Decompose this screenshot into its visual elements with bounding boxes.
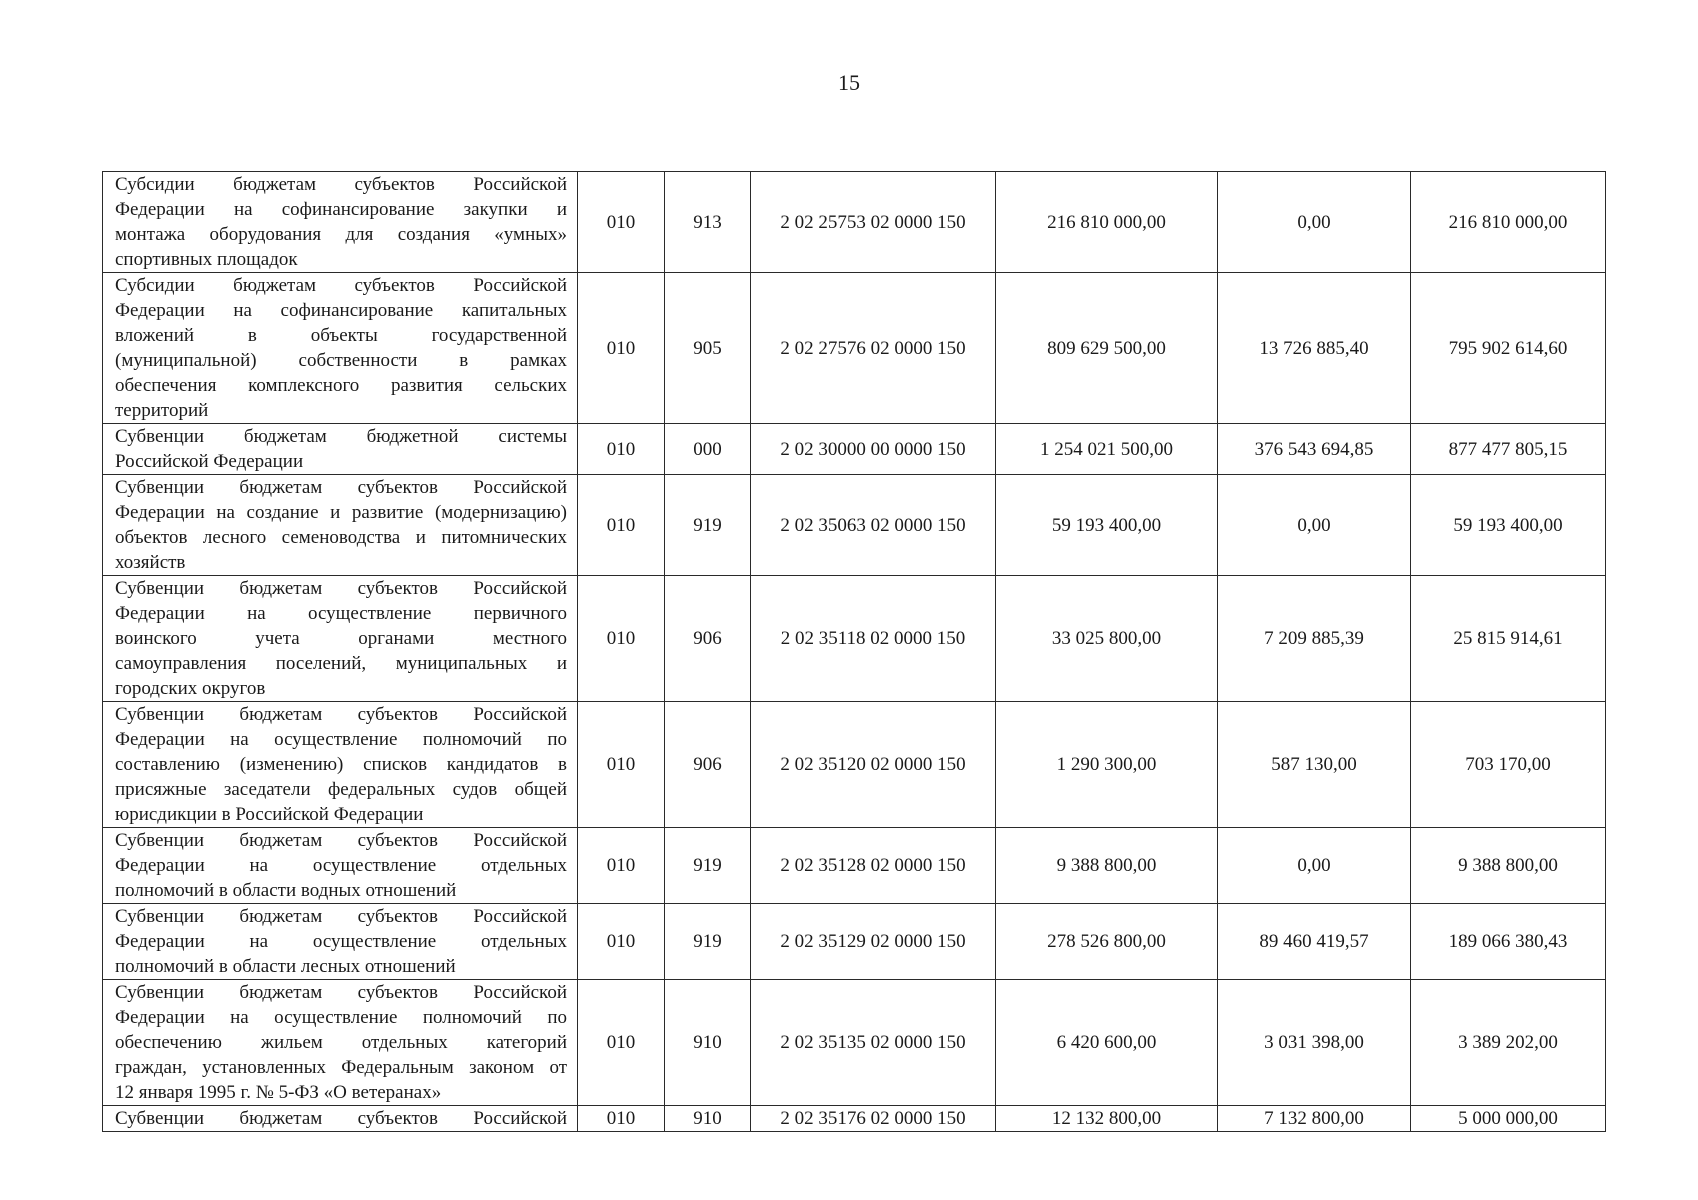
table-row <box>103 980 1606 1106</box>
description-line: Федерации на софинансирование капитальных <box>115 300 567 321</box>
description-line: составлению (изменению) списков кандидатов в <box>115 754 567 775</box>
row-description <box>103 273 578 424</box>
description-line: Субсидии бюджетам субъектов Российской <box>115 275 567 296</box>
admin-code: 010 <box>578 172 665 273</box>
row-description <box>103 1106 578 1132</box>
page-number: 15 <box>838 70 860 95</box>
admin-code: 010 <box>578 273 665 424</box>
approved-amount: 809 629 500,00 <box>996 273 1218 424</box>
description-line: Субвенции бюджетам субъектов Российской <box>115 704 567 725</box>
department-code: 910 <box>665 1106 751 1132</box>
description-line: присяжные заседатели федеральных судов общей <box>115 779 567 800</box>
approved-amount: 216 810 000,00 <box>996 172 1218 273</box>
budget-classification-code: 2 02 25753 02 0000 150 <box>751 172 996 273</box>
table-body <box>103 172 1606 1132</box>
budget-classification-code: 2 02 35063 02 0000 150 <box>751 475 996 576</box>
remaining-amount: 5 000 000,00 <box>1411 1106 1606 1132</box>
description-line: полномочий в области водных отношений <box>115 880 457 901</box>
executed-amount: 0,00 <box>1218 172 1411 273</box>
remaining-amount: 3 389 202,00 <box>1411 980 1606 1106</box>
executed-amount: 3 031 398,00 <box>1218 980 1411 1106</box>
description-line: Российской Федерации <box>115 451 304 472</box>
table-row <box>103 576 1606 702</box>
department-code: 000 <box>665 424 751 475</box>
table-row <box>103 273 1606 424</box>
budget-classification-code: 2 02 35120 02 0000 150 <box>751 702 996 828</box>
row-description <box>103 702 578 828</box>
description-line: Федерации на создание и развитие (модернизацию) <box>115 502 567 523</box>
remaining-amount: 216 810 000,00 <box>1411 172 1606 273</box>
approved-amount: 1 290 300,00 <box>996 702 1218 828</box>
budget-classification-code: 2 02 35129 02 0000 150 <box>751 904 996 980</box>
department-code: 910 <box>665 980 751 1106</box>
executed-amount: 89 460 419,57 <box>1218 904 1411 980</box>
description-line: граждан, установленных Федеральным законом от <box>115 1057 567 1078</box>
admin-code: 010 <box>578 904 665 980</box>
description-line: объектов лесного семеноводства и питомнических <box>115 527 567 548</box>
admin-code: 010 <box>578 1106 665 1132</box>
description-line: Федерации на осуществление отдельных <box>115 931 567 952</box>
approved-amount: 59 193 400,00 <box>996 475 1218 576</box>
admin-code: 010 <box>578 828 665 904</box>
approved-amount: 9 388 800,00 <box>996 828 1218 904</box>
executed-amount: 13 726 885,40 <box>1218 273 1411 424</box>
department-code: 913 <box>665 172 751 273</box>
table-row <box>103 424 1606 475</box>
description-line: Федерации на осуществление отдельных <box>115 855 567 876</box>
description-line: полномочий в области лесных отношений <box>115 956 456 977</box>
description-line: воинского учета органами местного <box>115 628 567 649</box>
description-line: (муниципальной) собственности в рамках <box>115 350 567 371</box>
executed-amount: 376 543 694,85 <box>1218 424 1411 475</box>
table-row <box>103 904 1606 980</box>
description-line: Субвенции бюджетам субъектов Российской <box>115 578 567 599</box>
budget-classification-code: 2 02 27576 02 0000 150 <box>751 273 996 424</box>
table-row <box>103 828 1606 904</box>
budget-table <box>102 171 1606 1132</box>
description-line: вложений в объекты государственной <box>115 325 567 346</box>
executed-amount: 0,00 <box>1218 475 1411 576</box>
description-line: Федерации на софинансирование закупки и <box>115 199 567 220</box>
executed-amount: 7 209 885,39 <box>1218 576 1411 702</box>
description-line: Федерации на осуществление первичного <box>115 603 567 624</box>
description-line: обеспечению жильем отдельных категорий <box>115 1032 567 1053</box>
row-description <box>103 576 578 702</box>
executed-amount: 7 132 800,00 <box>1218 1106 1411 1132</box>
admin-code: 010 <box>578 475 665 576</box>
remaining-amount: 189 066 380,43 <box>1411 904 1606 980</box>
approved-amount: 6 420 600,00 <box>996 980 1218 1106</box>
table-row <box>103 702 1606 828</box>
description-line: самоуправления поселений, муниципальных и <box>115 653 567 674</box>
budget-classification-code: 2 02 30000 00 0000 150 <box>751 424 996 475</box>
description-line: спортивных площадок <box>115 249 298 270</box>
admin-code: 010 <box>578 424 665 475</box>
remaining-amount: 877 477 805,15 <box>1411 424 1606 475</box>
admin-code: 010 <box>578 702 665 828</box>
description-line: Субвенции бюджетам бюджетной системы <box>115 426 567 447</box>
description-line: 12 января 1995 г. № 5-ФЗ «О ветеранах» <box>115 1082 442 1103</box>
executed-amount: 587 130,00 <box>1218 702 1411 828</box>
description-line: городских округов <box>115 678 266 699</box>
description-line: обеспечения комплексного развития сельских <box>115 375 567 396</box>
table-row <box>103 172 1606 273</box>
description-line: Федерации на осуществление полномочий по <box>115 729 567 750</box>
row-description <box>103 904 578 980</box>
approved-amount: 278 526 800,00 <box>996 904 1218 980</box>
department-code: 905 <box>665 273 751 424</box>
remaining-amount: 703 170,00 <box>1411 702 1606 828</box>
description-line: Федерации на осуществление полномочий по <box>115 1007 567 1028</box>
row-description <box>103 172 578 273</box>
remaining-amount: 25 815 914,61 <box>1411 576 1606 702</box>
budget-classification-code: 2 02 35118 02 0000 150 <box>751 576 996 702</box>
description-line: Субвенции бюджетам субъектов Российской <box>115 830 567 851</box>
description-line: Субвенции бюджетам субъектов Российской <box>115 982 567 1003</box>
description-line: Субсидии бюджетам субъектов Российской <box>115 174 567 195</box>
description-line: Субвенции бюджетам субъектов Российской <box>115 1108 567 1129</box>
budget-classification-code: 2 02 35176 02 0000 150 <box>751 1106 996 1132</box>
department-code: 906 <box>665 702 751 828</box>
admin-code: 010 <box>578 576 665 702</box>
budget-classification-code: 2 02 35135 02 0000 150 <box>751 980 996 1106</box>
department-code: 919 <box>665 904 751 980</box>
description-line: Субвенции бюджетам субъектов Российской <box>115 906 567 927</box>
department-code: 919 <box>665 475 751 576</box>
department-code: 906 <box>665 576 751 702</box>
department-code: 919 <box>665 828 751 904</box>
description-line: юрисдикции в Российской Федерации <box>115 804 424 825</box>
approved-amount: 12 132 800,00 <box>996 1106 1218 1132</box>
budget-classification-code: 2 02 35128 02 0000 150 <box>751 828 996 904</box>
row-description <box>103 424 578 475</box>
description-line: территорий <box>115 400 209 421</box>
approved-amount: 1 254 021 500,00 <box>996 424 1218 475</box>
description-line: Субвенции бюджетам субъектов Российской <box>115 477 567 498</box>
remaining-amount: 795 902 614,60 <box>1411 273 1606 424</box>
admin-code: 010 <box>578 980 665 1106</box>
description-line: хозяйств <box>115 552 186 573</box>
approved-amount: 33 025 800,00 <box>996 576 1218 702</box>
remaining-amount: 9 388 800,00 <box>1411 828 1606 904</box>
description-line: монтажа оборудования для создания «умных» <box>115 224 567 245</box>
row-description <box>103 828 578 904</box>
row-description <box>103 980 578 1106</box>
row-description <box>103 475 578 576</box>
table-row <box>103 1106 1606 1132</box>
remaining-amount: 59 193 400,00 <box>1411 475 1606 576</box>
executed-amount: 0,00 <box>1218 828 1411 904</box>
table-row <box>103 475 1606 576</box>
